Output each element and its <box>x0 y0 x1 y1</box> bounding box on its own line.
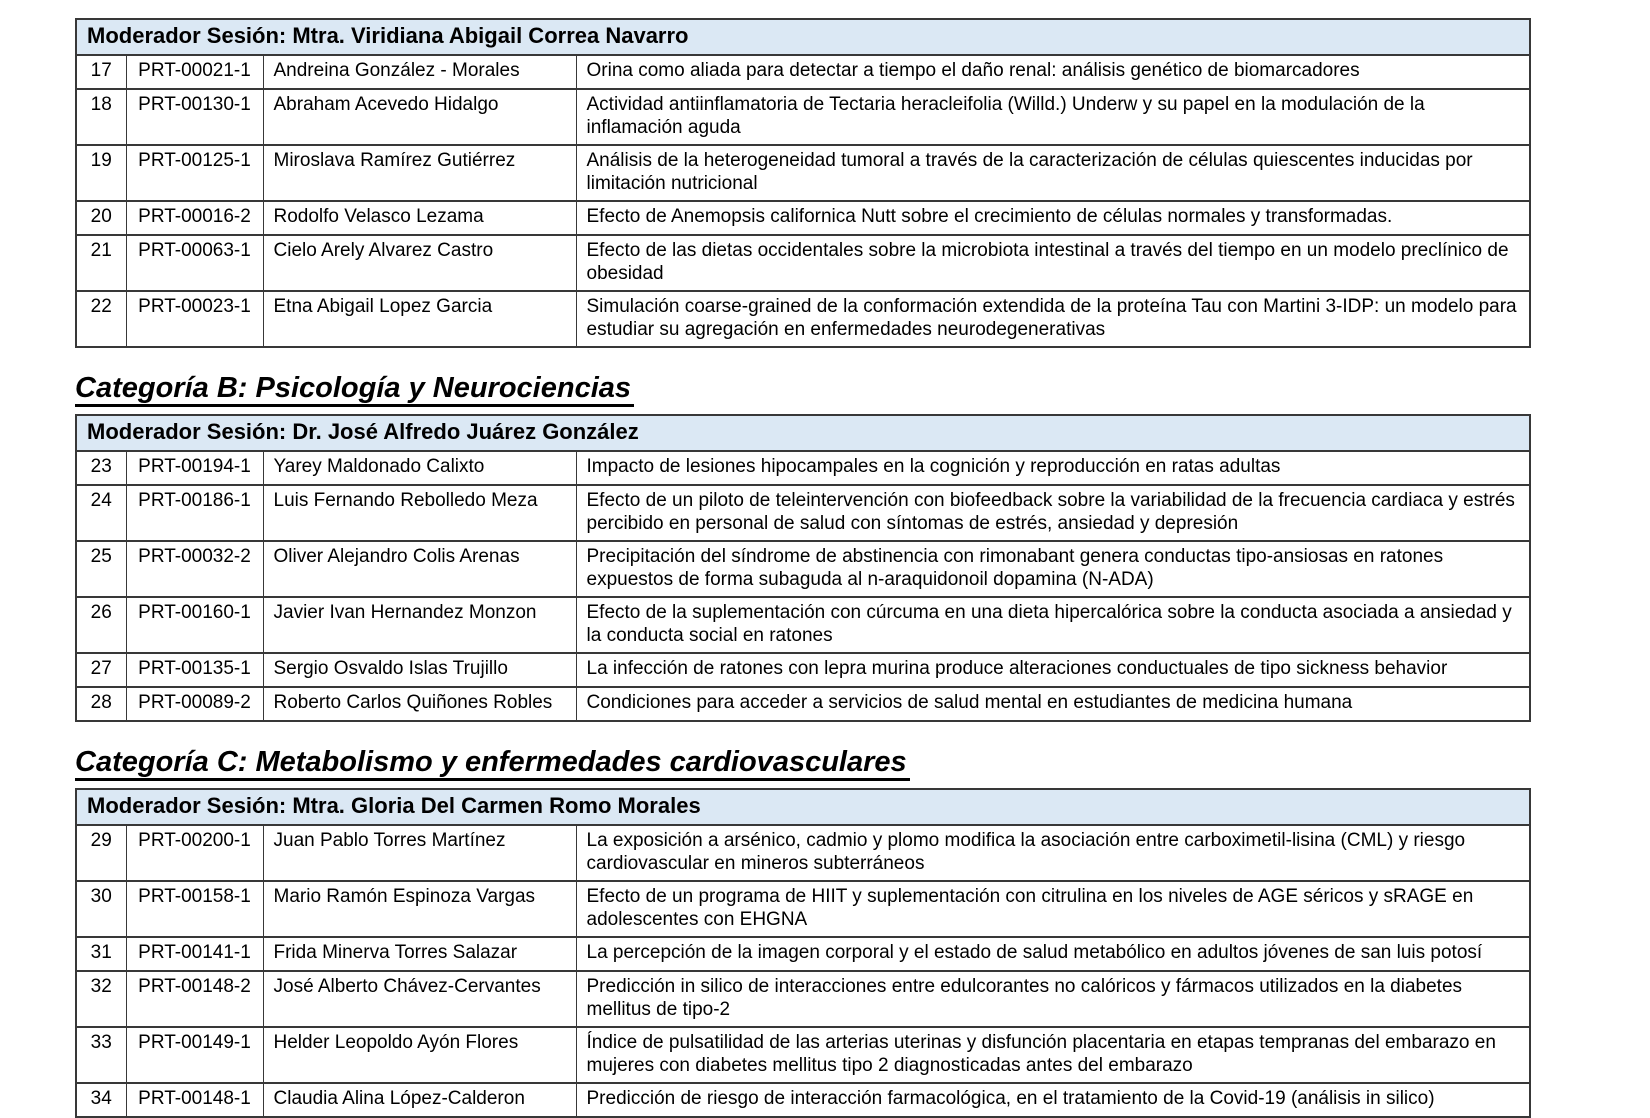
table-row <box>76 541 1530 597</box>
row-number: 27 <box>76 653 126 687</box>
protocol-code: PRT-00130-1 <box>126 89 263 145</box>
table-row <box>76 825 1530 881</box>
table-row <box>76 971 1530 1027</box>
presentation-title: Orina como aliada para detectar a tiempo el daño renal: análisis genético de biomarcadores <box>576 55 1530 89</box>
category-section <box>75 18 1531 348</box>
category-section <box>75 746 1531 1118</box>
moderator-header: Moderador Sesión: Mtra. Gloria Del Carmen Romo Morales <box>76 789 1530 825</box>
presenter-name: Yarey Maldonado Calixto <box>263 451 576 485</box>
presentation-title: Precipitación del síndrome de abstinencia con rimonabant genera conductas tipo-ansiosas en ratones expuestos de forma subaguda al n-araquidonoil dopamina (N-ADA) <box>576 541 1530 597</box>
moderator-row <box>76 789 1530 825</box>
table-row <box>76 235 1530 291</box>
row-number: 17 <box>76 55 126 89</box>
moderator-row <box>76 415 1530 451</box>
conference-program-document <box>75 18 1531 1118</box>
presenter-name: Roberto Carlos Quiñones Robles <box>263 687 576 721</box>
table-row <box>76 1027 1530 1083</box>
moderator-header: Moderador Sesión: Dr. José Alfredo Juárez González <box>76 415 1530 451</box>
session-table-body <box>76 825 1530 1117</box>
table-row <box>76 653 1530 687</box>
presenter-name: Cielo Arely Alvarez Castro <box>263 235 576 291</box>
moderator-row <box>76 19 1530 55</box>
table-row <box>76 291 1530 347</box>
table-row <box>76 881 1530 937</box>
row-number: 25 <box>76 541 126 597</box>
row-number: 23 <box>76 451 126 485</box>
session-table <box>75 788 1531 1118</box>
presenter-name: José Alberto Chávez-Cervantes <box>263 971 576 1027</box>
presentation-title: Índice de pulsatilidad de las arterias uterinas y disfunción placentaria en etapas tempranas del embarazo en mujeres con diabetes mellitus tipo 2 diagnosticadas antes del embarazo <box>576 1027 1530 1083</box>
category-section <box>75 372 1531 722</box>
row-number: 18 <box>76 89 126 145</box>
protocol-code: PRT-00194-1 <box>126 451 263 485</box>
row-number: 34 <box>76 1083 126 1117</box>
table-row <box>76 687 1530 721</box>
presenter-name: Javier Ivan Hernandez Monzon <box>263 597 576 653</box>
row-number: 19 <box>76 145 126 201</box>
table-row <box>76 201 1530 235</box>
session-table-body <box>76 55 1530 347</box>
presenter-name: Sergio Osvaldo Islas Trujillo <box>263 653 576 687</box>
row-number: 29 <box>76 825 126 881</box>
presenter-name: Andreina González - Morales <box>263 55 576 89</box>
presentation-title: Efecto de la suplementación con cúrcuma en una dieta hipercalórica sobre la conducta asociada a ansiedad y la conducta social en ratones <box>576 597 1530 653</box>
presentation-title: Actividad antiinflamatoria de Tectaria heracleifolia (Willd.) Underw y su papel en la modulación de la inflamación aguda <box>576 89 1530 145</box>
presenter-name: Miroslava Ramírez Gutiérrez <box>263 145 576 201</box>
presentation-title: Efecto de las dietas occidentales sobre la microbiota intestinal a través del tiempo en un modelo preclínico de obesidad <box>576 235 1530 291</box>
protocol-code: PRT-00149-1 <box>126 1027 263 1083</box>
table-row <box>76 55 1530 89</box>
table-row <box>76 597 1530 653</box>
protocol-code: PRT-00141-1 <box>126 937 263 971</box>
session-table <box>75 18 1531 348</box>
row-number: 28 <box>76 687 126 721</box>
row-number: 30 <box>76 881 126 937</box>
presentation-title: La percepción de la imagen corporal y el estado de salud metabólico en adultos jóvenes de san luis potosí <box>576 937 1530 971</box>
presentation-title: Simulación coarse-grained de la conformación extendida de la proteína Tau con Martini 3-IDP: un modelo para estudiar su agregación en enfermedades neurodegenerativas <box>576 291 1530 347</box>
presentation-title: La exposición a arsénico, cadmio y plomo modifica la asociación entre carboximetil-lisina (CML) y riesgo cardiovascular en mineros subterráneos <box>576 825 1530 881</box>
presentation-title: Efecto de un piloto de teleintervención con biofeedback sobre la variabilidad de la frecuencia cardiaca y estrés percibido en personal de salud con síntomas de estrés, ansiedad y depresión <box>576 485 1530 541</box>
protocol-code: PRT-00148-2 <box>126 971 263 1027</box>
row-number: 32 <box>76 971 126 1027</box>
protocol-code: PRT-00135-1 <box>126 653 263 687</box>
presentation-title: Efecto de Anemopsis californica Nutt sobre el crecimiento de células normales y transformadas. <box>576 201 1530 235</box>
protocol-code: PRT-00148-1 <box>126 1083 263 1117</box>
presentation-title: La infección de ratones con lepra murina produce alteraciones conductuales de tipo sickness behavior <box>576 653 1530 687</box>
presenter-name: Rodolfo Velasco Lezama <box>263 201 576 235</box>
protocol-code: PRT-00200-1 <box>126 825 263 881</box>
row-number: 21 <box>76 235 126 291</box>
protocol-code: PRT-00186-1 <box>126 485 263 541</box>
presentation-title: Predicción de riesgo de interacción farmacológica, en el tratamiento de la Covid-19 (análisis in silico) <box>576 1083 1530 1117</box>
category-heading-text: Categoría C: Metabolismo y enfermedades cardiovasculares <box>75 746 910 781</box>
category-heading <box>75 372 1531 405</box>
moderator-header: Moderador Sesión: Mtra. Viridiana Abigail Correa Navarro <box>76 19 1530 55</box>
presenter-name: Abraham Acevedo Hidalgo <box>263 89 576 145</box>
row-number: 26 <box>76 597 126 653</box>
protocol-code: PRT-00032-2 <box>126 541 263 597</box>
table-row <box>76 937 1530 971</box>
session-table-body <box>76 451 1530 721</box>
table-row <box>76 451 1530 485</box>
presentation-title: Efecto de un programa de HIIT y suplementación con citrulina en los niveles de AGE séricos y sRAGE en adolescentes con EHGNA <box>576 881 1530 937</box>
protocol-code: PRT-00158-1 <box>126 881 263 937</box>
category-heading-text: Categoría B: Psicología y Neurociencias <box>75 372 634 407</box>
presentation-title: Impacto de lesiones hipocampales en la cognición y reproducción en ratas adultas <box>576 451 1530 485</box>
presenter-name: Etna Abigail Lopez Garcia <box>263 291 576 347</box>
row-number: 24 <box>76 485 126 541</box>
protocol-code: PRT-00125-1 <box>126 145 263 201</box>
protocol-code: PRT-00160-1 <box>126 597 263 653</box>
table-row <box>76 89 1530 145</box>
presenter-name: Luis Fernando Rebolledo Meza <box>263 485 576 541</box>
protocol-code: PRT-00016-2 <box>126 201 263 235</box>
row-number: 33 <box>76 1027 126 1083</box>
presenter-name: Claudia Alina López-Calderon <box>263 1083 576 1117</box>
presenter-name: Frida Minerva Torres Salazar <box>263 937 576 971</box>
presenter-name: Mario Ramón Espinoza Vargas <box>263 881 576 937</box>
presentation-title: Predicción in silico de interacciones entre edulcorantes no calóricos y fármacos utilizados en la diabetes mellitus de tipo-2 <box>576 971 1530 1027</box>
presenter-name: Juan Pablo Torres Martínez <box>263 825 576 881</box>
session-table <box>75 414 1531 722</box>
row-number: 22 <box>76 291 126 347</box>
presentation-title: Condiciones para acceder a servicios de salud mental en estudiantes de medicina humana <box>576 687 1530 721</box>
protocol-code: PRT-00063-1 <box>126 235 263 291</box>
protocol-code: PRT-00021-1 <box>126 55 263 89</box>
row-number: 20 <box>76 201 126 235</box>
table-row <box>76 145 1530 201</box>
presenter-name: Helder Leopoldo Ayón Flores <box>263 1027 576 1083</box>
presentation-title: Análisis de la heterogeneidad tumoral a través de la caracterización de células quiescentes inducidas por limitación nutricional <box>576 145 1530 201</box>
presenter-name: Oliver Alejandro Colis Arenas <box>263 541 576 597</box>
category-heading <box>75 746 1531 779</box>
table-row <box>76 485 1530 541</box>
protocol-code: PRT-00089-2 <box>126 687 263 721</box>
row-number: 31 <box>76 937 126 971</box>
protocol-code: PRT-00023-1 <box>126 291 263 347</box>
table-row <box>76 1083 1530 1117</box>
